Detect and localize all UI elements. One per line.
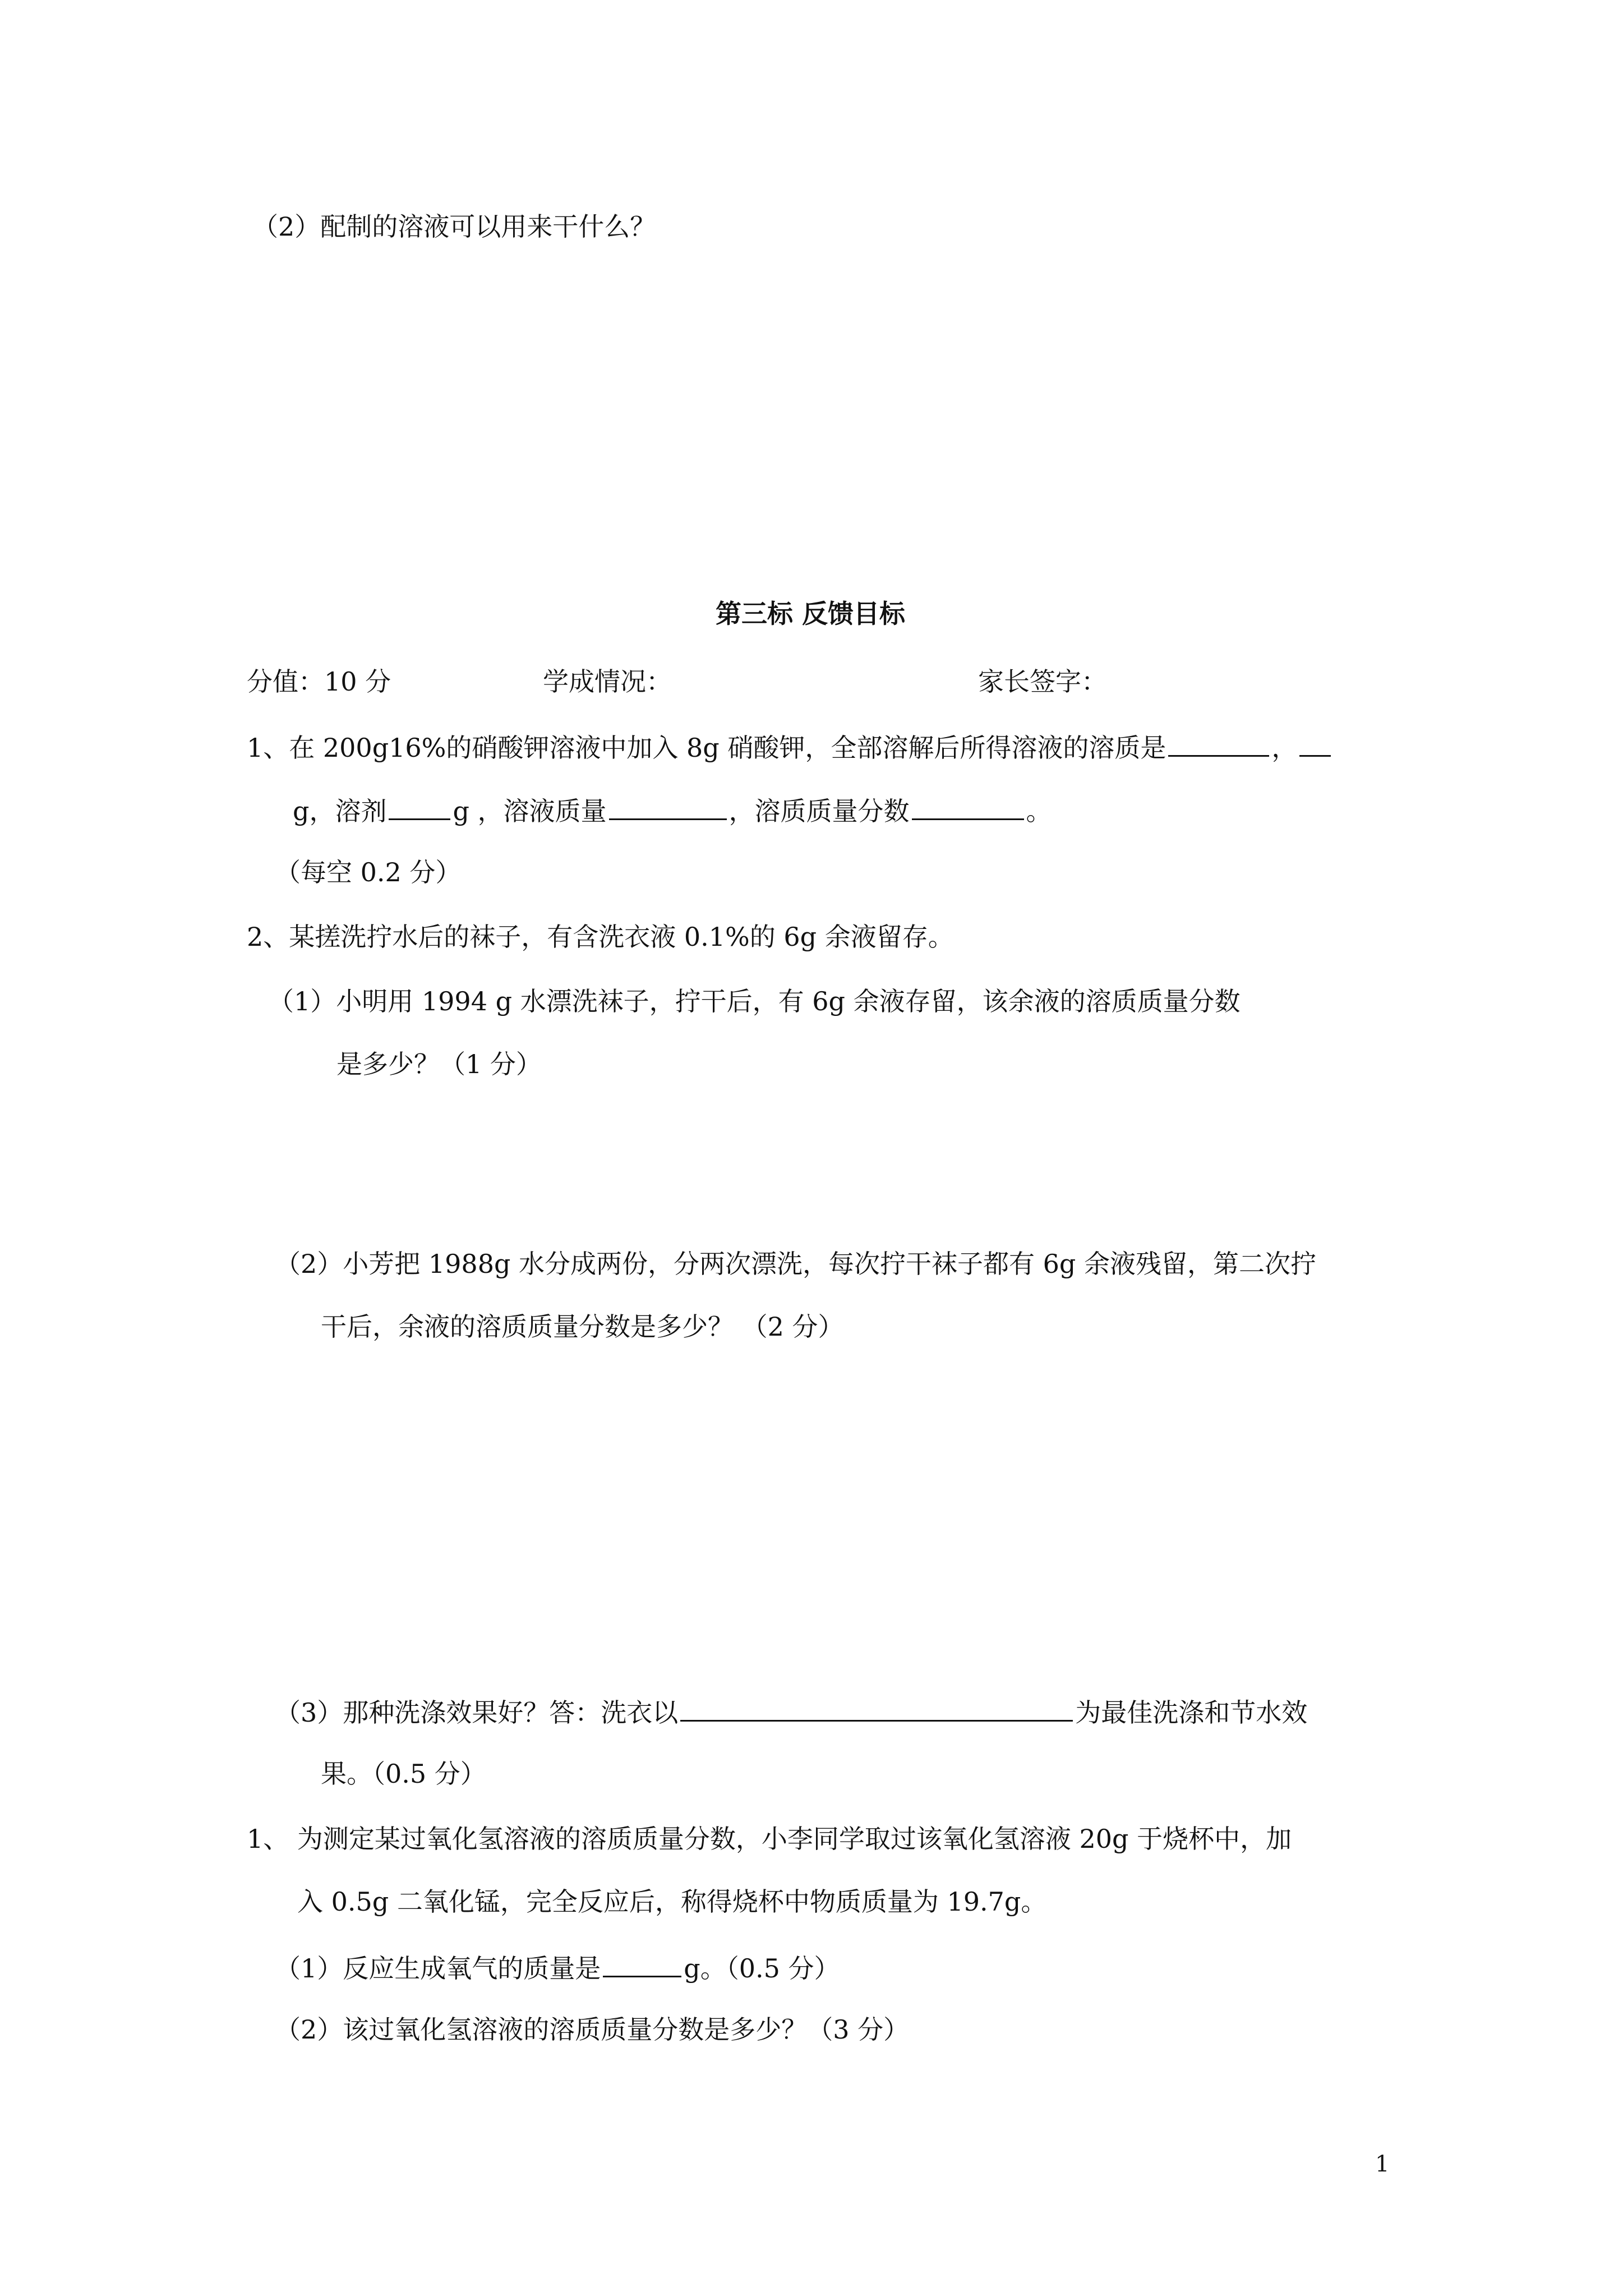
q1-line1 — [247, 730, 1333, 763]
score-label: 分值：10 分 — [247, 666, 391, 697]
q3-part1-pre: （1）反应生成氧气的质量是 — [275, 1953, 601, 1984]
q3-line2: 入 0.5g 二氧化锰，完全反应后，称得烧杯中物质质量为 19.7g。 — [297, 1887, 1047, 1917]
q2-part2-line1: （2）小芳把 1988g 水分成两份，分两次漂洗，每次拧干袜子都有 6g 余液残留，第二次拧 — [275, 1249, 1316, 1279]
q2-part3-line1 — [275, 1695, 1307, 1728]
q3-part1-post: g。（0.5 分） — [684, 1953, 840, 1984]
q2-part1-line2: 是多少？（1 分） — [336, 1049, 542, 1079]
page-number: 1 — [1375, 2151, 1390, 2177]
q2-part3-blank[interactable] — [680, 1695, 1073, 1722]
parent-signature-label: 家长签字： — [978, 666, 1107, 697]
q1-line2 — [293, 794, 1052, 827]
section-title: 第三标 反馈目标 — [716, 599, 906, 629]
q1-fraction-label: ，溶质质量分数 — [728, 796, 910, 826]
q2-part3-line2: 果。（0.5 分） — [321, 1759, 486, 1789]
q1-solution-mass-label: g ，溶液质量 — [453, 796, 607, 826]
q1-blank-solution-mass[interactable] — [609, 794, 727, 820]
q1-points: （每空 0.2 分） — [275, 857, 462, 887]
q1-text: 1、在 200g16%的硝酸钾溶液中加入 8g 硝酸钾，全部溶解后所得溶液的溶质是 — [247, 733, 1166, 763]
q2-part1-line1: （1）小明用 1994 g 水漂洗袜子，拧干后，有 6g 余液存留，该余液的溶质质量分数 — [268, 986, 1241, 1016]
q2-intro: 2、某搓洗拧水后的袜子，有含洗衣液 0.1%的 6g 余液留存。 — [247, 922, 954, 952]
q2-part3-post: 为最佳洗涤和节水效 — [1075, 1697, 1308, 1728]
q1-blank-fraction[interactable] — [912, 794, 1024, 820]
q1-solvent-label: g，溶剂 — [293, 796, 387, 826]
q2-part3-pre: （3）那种洗涤效果好？答：洗衣以 — [275, 1697, 679, 1728]
q3-part1 — [275, 1951, 840, 1984]
q1-blank-solute[interactable] — [1168, 730, 1269, 757]
q3-part1-blank[interactable] — [603, 1951, 681, 1977]
status-label: 学成情况： — [543, 666, 672, 697]
q2-part2-line2: 干后，余液的溶质质量分数是多少？ （2 分） — [321, 1312, 844, 1342]
q3-line1: 1、 为测定某过氧化氢溶液的溶质质量分数，小李同学取过该氧化氢溶液 20g 于烧杯中，加 — [247, 1824, 1292, 1854]
q3-part2: （2）该过氧化氢溶液的溶质质量分数是多少？（3 分） — [275, 2014, 910, 2045]
q1-end: 。 — [1026, 796, 1052, 826]
question-prev-2: （2）配制的溶液可以用来干什么？ — [252, 211, 656, 242]
q1-comma: ， — [1271, 733, 1298, 763]
q1-blank-solvent[interactable] — [389, 794, 450, 820]
q1-blank-solute-mass[interactable] — [1299, 730, 1331, 757]
